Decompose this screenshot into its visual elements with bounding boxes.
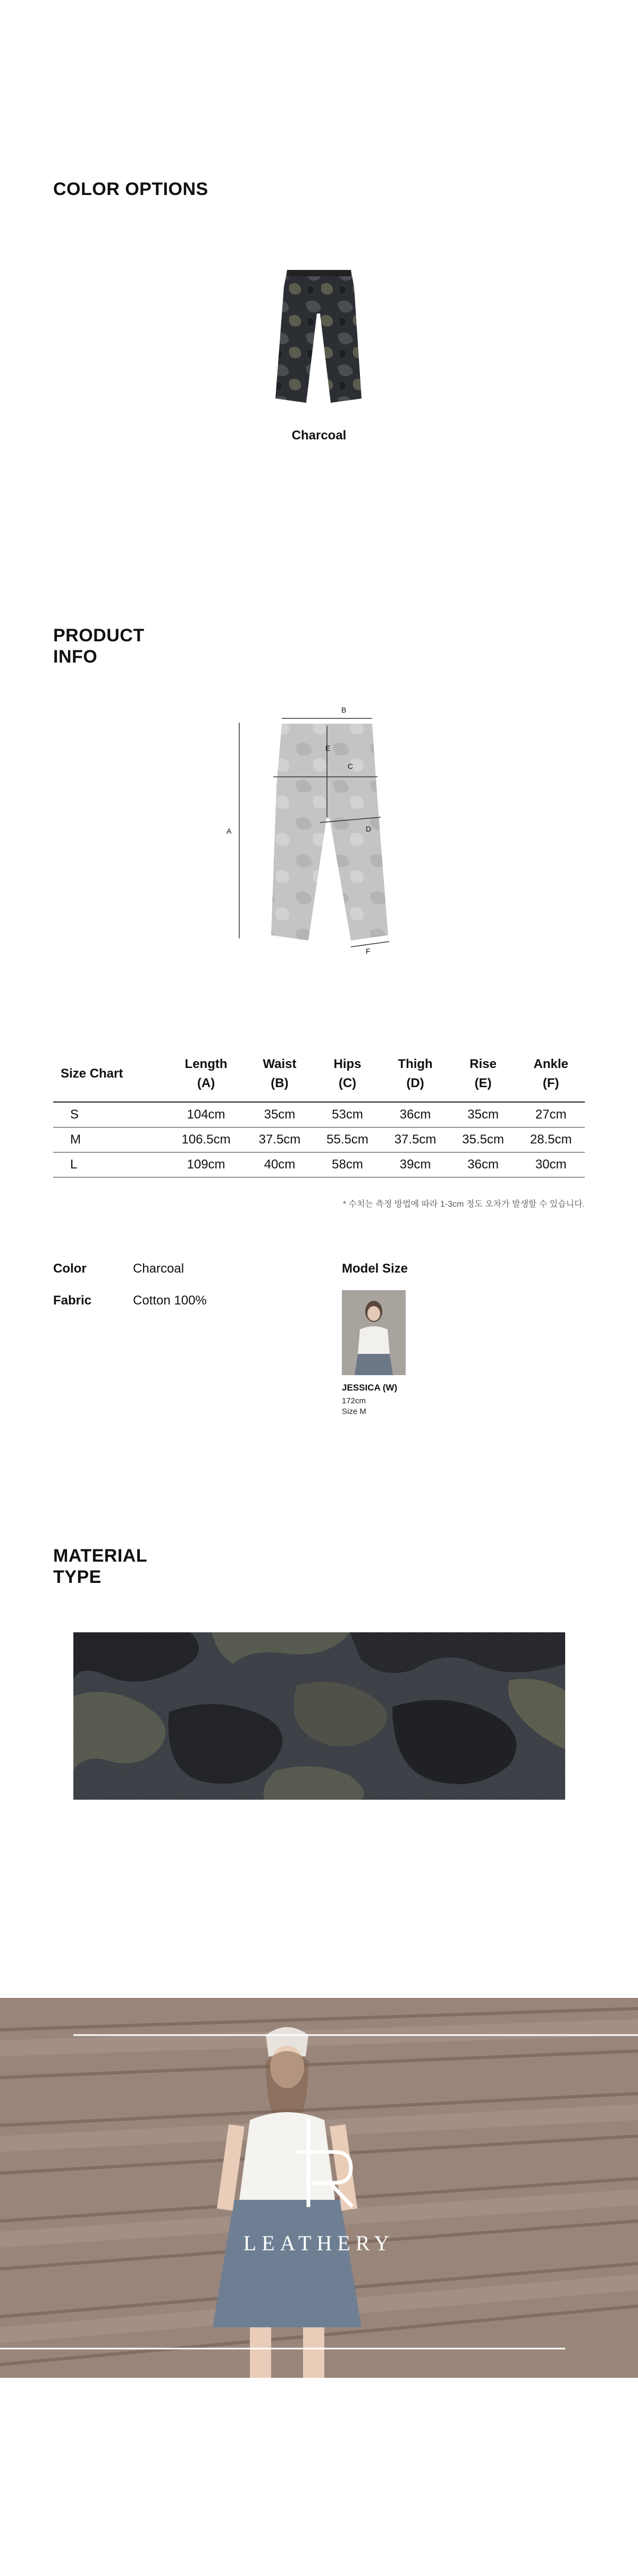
length-cell: 104cm — [166, 1102, 246, 1128]
fabric-label: Fabric — [53, 1293, 92, 1308]
thigh-header: Thigh (D) — [381, 1055, 449, 1102]
material-type-title-line1: MATERIAL — [53, 1546, 148, 1566]
waist-cell: 40cm — [246, 1153, 314, 1177]
size-cell: M — [53, 1128, 166, 1153]
rise-header: Rise (E) — [449, 1055, 517, 1102]
brand-name: LEATHERY — [243, 2231, 395, 2255]
product-info-title-line2: INFO — [53, 647, 98, 667]
ankle-cell: 27cm — [517, 1102, 585, 1128]
ankle-line — [351, 942, 389, 947]
model-photo — [342, 1290, 406, 1375]
diagram-label-e: E — [325, 744, 331, 752]
hips-cell: 55.5cm — [314, 1128, 382, 1153]
ankle-cell: 30cm — [517, 1153, 585, 1177]
pants-thumbnail-image — [271, 266, 367, 406]
size-cell: L — [53, 1153, 166, 1177]
measurement-diagram — [218, 701, 409, 956]
hips-cell: 53cm — [314, 1102, 382, 1128]
brand-banner — [0, 1998, 638, 2378]
color-label: Color — [53, 1261, 87, 1276]
model-height: 172cm — [342, 1396, 366, 1405]
material-swatch — [73, 1632, 565, 1800]
ankle-header: Ankle (F) — [517, 1055, 585, 1102]
table-row — [53, 1153, 585, 1177]
color-option-label: Charcoal — [291, 428, 347, 443]
product-info-title-line1: PRODUCT — [53, 625, 145, 646]
waist-cell: 35cm — [246, 1102, 314, 1128]
size-chart-table — [53, 1055, 585, 1177]
length-cell: 106.5cm — [166, 1128, 246, 1153]
thigh-cell: 39cm — [381, 1153, 449, 1177]
fabric-value: Cotton 100% — [133, 1293, 207, 1308]
length-cell: 109cm — [166, 1153, 246, 1177]
size-chart-header: Size Chart — [53, 1055, 166, 1102]
rise-cell: 35.5cm — [449, 1128, 517, 1153]
model-size: Size M — [342, 1407, 366, 1416]
diagram-label-b: B — [341, 706, 347, 714]
thigh-cell: 37.5cm — [381, 1128, 449, 1153]
color-options-title: COLOR OPTIONS — [53, 179, 208, 199]
hips-cell: 58cm — [314, 1153, 382, 1177]
charcoal-pants-thumbnail[interactable] — [271, 266, 367, 406]
diagram-label-a: A — [226, 827, 232, 835]
size-cell: S — [53, 1102, 166, 1128]
measurement-note: * 수치는 측정 방법에 따라 1-3cm 정도 오차가 발생할 수 있습니다. — [342, 1200, 585, 1209]
ankle-cell: 28.5cm — [517, 1128, 585, 1153]
model-name: JESSICA (W) — [342, 1383, 398, 1393]
diagram-label-d: D — [366, 825, 372, 833]
size-chart-header-row — [53, 1055, 585, 1102]
table-row — [53, 1102, 585, 1128]
hips-header: Hips (C) — [314, 1055, 382, 1102]
color-value: Charcoal — [133, 1261, 184, 1276]
diagram-label-f: F — [366, 947, 371, 955]
waist-header: Waist (B) — [246, 1055, 314, 1102]
rise-cell: 35cm — [449, 1102, 517, 1128]
waist-cell: 37.5cm — [246, 1128, 314, 1153]
rise-cell: 36cm — [449, 1153, 517, 1177]
model-size-title: Model Size — [342, 1261, 408, 1276]
material-type-title-line2: TYPE — [53, 1567, 102, 1587]
diagram-label-c: C — [348, 762, 354, 770]
table-row — [53, 1128, 585, 1153]
length-header: Length (A) — [166, 1055, 246, 1102]
brand-logo-mark — [276, 2115, 362, 2210]
thigh-cell: 36cm — [381, 1102, 449, 1128]
